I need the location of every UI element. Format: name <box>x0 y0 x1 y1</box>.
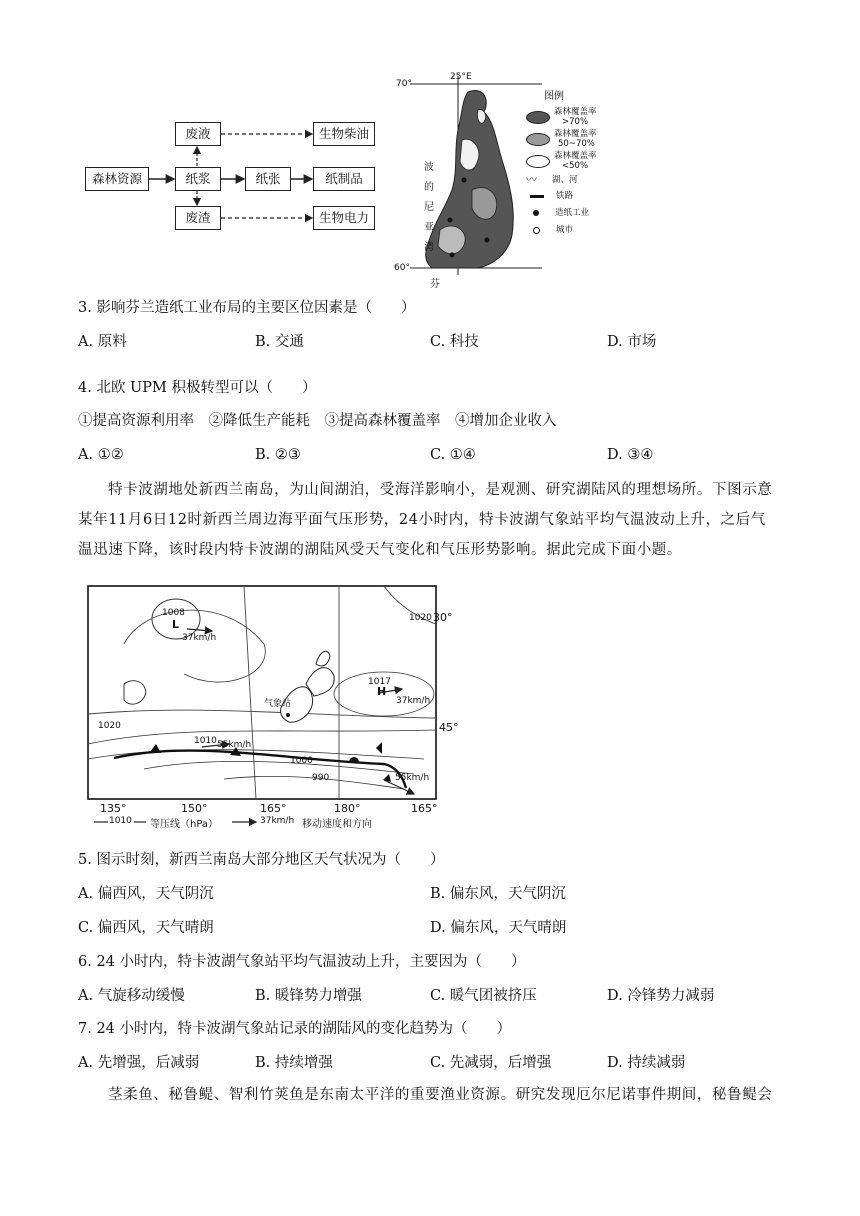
gulf-char: 亚 <box>424 222 434 233</box>
finland-lon-label: 25°E <box>450 72 472 82</box>
flow-forest-box: 森林资源 <box>85 167 149 191</box>
legend-item-forest-high <box>526 106 598 128</box>
legend-label: 城市 <box>556 225 574 235</box>
flow-waste-residue-box: 废渣 <box>175 206 221 230</box>
legend-item-forest-mid <box>526 128 598 150</box>
legend-isobar-text: 等压线（hPa） <box>150 819 219 830</box>
legend-item-lakes <box>526 172 598 188</box>
lat-45-label: 45° <box>439 721 459 734</box>
q5-option-c[interactable]: C. 偏西风，天气晴朗 <box>78 920 214 936</box>
q5-option-a[interactable]: A. 偏西风，天气阴沉 <box>78 886 214 902</box>
q7-option-b[interactable]: B. 持续增强 <box>255 1055 333 1071</box>
lon-label-180: 180° <box>334 802 361 815</box>
isobar-1020-ne: 1020 <box>409 613 432 623</box>
q3-stem: 3. 影响芬兰造纸工业布局的主要区位因素是（ ） <box>78 300 416 316</box>
lon-label-150: 150° <box>181 802 208 815</box>
pressure-map-drawing <box>84 584 444 834</box>
q3-option-b[interactable]: B. 交通 <box>255 334 304 350</box>
finland-map <box>392 70 597 290</box>
finland-bottom-label: 芬 <box>430 279 440 290</box>
lat-30-label: 30° <box>433 611 453 624</box>
q7-option-d[interactable]: D. 持续减弱 <box>607 1055 686 1071</box>
isobar-1020-w: 1020 <box>98 721 121 731</box>
flow-pulp-box: 纸浆 <box>175 167 221 191</box>
city-circle-icon <box>533 227 540 234</box>
low-move-speed: 37km/h <box>182 633 217 643</box>
low-pressure-symbol: L <box>172 618 180 631</box>
q5-option-d[interactable]: D. 偏东风，天气晴朗 <box>430 920 567 936</box>
q7-option-a[interactable]: A. 先增强，后减弱 <box>78 1055 200 1071</box>
q3-option-a[interactable]: A. 原料 <box>78 334 127 350</box>
flow-paper-box: 纸张 <box>245 167 291 191</box>
q4-option-a[interactable]: A. ①② <box>78 447 124 463</box>
legend-move-text: 移动速度和方向 <box>302 819 372 830</box>
legend-item-railway <box>526 188 598 204</box>
legend-label: 湖、河 <box>552 175 578 185</box>
legend-label: 造纸工业 <box>555 208 590 218</box>
gulf-char: 的 <box>424 182 434 193</box>
legend-sub: >70% <box>562 117 589 127</box>
flow-bio-power-box: 生物电力 <box>313 206 375 230</box>
legend-label: 森林覆盖率 <box>554 107 597 117</box>
gulf-char: 湾 <box>424 242 434 253</box>
lon-label-135: 135° <box>100 802 127 815</box>
finland-lat-bottom: 60° <box>394 263 410 273</box>
legend-swatch-dark <box>526 111 550 124</box>
flow-arrows <box>85 120 385 232</box>
q6-option-c[interactable]: C. 暖气团被挤压 <box>430 988 537 1004</box>
gulf-char: 波 <box>424 162 434 173</box>
q4-option-c[interactable]: C. ①④ <box>430 447 476 463</box>
high-move-speed: 37km/h <box>396 696 431 706</box>
q4-stem: 4. 北欧 UPM 积极转型可以（ ） <box>78 380 317 396</box>
legend-move-value: 37km/h <box>260 816 295 826</box>
legend-item-city <box>526 222 598 238</box>
lon-label-165: 165° <box>260 802 287 815</box>
q7-stem: 7. 24 小时内，特卡波湖气象站记录的湖陆风的变化趋势为（ ） <box>78 1021 512 1037</box>
finland-lat-top: 70° <box>396 79 412 89</box>
legend-title: 图例 <box>544 91 564 102</box>
railway-icon <box>530 195 544 198</box>
finland-legend <box>526 92 598 238</box>
legend-item-forest-low <box>526 150 598 172</box>
legend-swatch-light <box>526 155 550 168</box>
gulf-label <box>424 158 436 258</box>
isobar-990: 990 <box>312 773 330 783</box>
q5-stem: 5. 图示时刻，新西兰南岛大部分地区天气状况为（ ） <box>78 852 445 868</box>
q6-option-b[interactable]: B. 暖锋势力增强 <box>255 988 362 1004</box>
legend-item-paper-industry <box>526 204 598 222</box>
legend-label: 铁路 <box>556 191 574 201</box>
q4-items: ①提高资源利用率 ②降低生产能耗 ③提高森林覆盖率 ④增加企业收入 <box>78 413 557 429</box>
front-speed-west: 55km/h <box>217 740 252 750</box>
q4-option-d[interactable]: D. ③④ <box>607 447 654 463</box>
flow-paper-products-box: 纸制品 <box>313 167 375 191</box>
q5-option-b[interactable]: B. 偏东风，天气阴沉 <box>430 886 566 902</box>
high-pressure-symbol: H <box>377 685 387 698</box>
pressure-map <box>84 584 459 834</box>
q3-option-d[interactable]: D. 市场 <box>607 334 657 350</box>
legend-isobar-value: 1010 <box>109 816 132 826</box>
isobar-1000: 1000 <box>290 756 313 766</box>
legend-sub: <50% <box>562 161 589 171</box>
flow-bio-diesel-box: 生物柴油 <box>313 122 375 146</box>
high-pressure-value: 1017 <box>368 677 391 687</box>
legend-swatch-mid <box>526 133 550 146</box>
legend-label: 森林覆盖率 <box>554 151 597 161</box>
lake-river-icon: 〰 <box>526 173 537 186</box>
front-speed-east: 55km/h <box>395 773 430 783</box>
q3-option-c[interactable]: C. 科技 <box>430 334 479 350</box>
isobar-1010: 1010 <box>194 736 217 746</box>
lon-label-165w: 165° <box>411 802 438 815</box>
paper-industry-dot-icon <box>533 210 539 216</box>
q7-option-c[interactable]: C. 先减弱，后增强 <box>430 1055 552 1071</box>
legend-sub: 50~70% <box>558 139 595 149</box>
low-pressure-value: 1008 <box>162 608 185 618</box>
legend-label: 森林覆盖率 <box>554 129 597 139</box>
tail-paragraph: 茎柔鱼、秘鲁鳀、智利竹荚鱼是东南太平洋的重要渔业资源。研究发现厄尔尼诺事件期间，秘鲁鳀会 <box>108 1087 773 1103</box>
q6-option-d[interactable]: D. 冷锋势力减弱 <box>607 988 715 1004</box>
weather-station-label: 气象站 <box>264 699 292 709</box>
q4-option-b[interactable]: B. ②③ <box>255 447 301 463</box>
flowchart <box>85 120 385 230</box>
flow-waste-liquid-box: 废液 <box>175 122 221 146</box>
intro-paragraph: 特卡波湖地处新西兰南岛，为山间湖泊，受海洋影响小，是观测、研究湖陆风的理想场所。下图示意某年11月6日12时新西兰周边海平面气压形势，24小时内，特卡波湖气象站平均气温波动上升，之后气温迅速下降，该时段内特卡波湖的湖陆风受天气变化和气压形势影响。据此完成下面小题。 <box>78 482 773 558</box>
gulf-char: 尼 <box>424 202 434 213</box>
q6-stem: 6. 24 小时内，特卡波湖气象站平均气温波动上升，主要因为（ ） <box>78 954 526 970</box>
q6-option-a[interactable]: A. 气旋移动缓慢 <box>78 988 185 1004</box>
